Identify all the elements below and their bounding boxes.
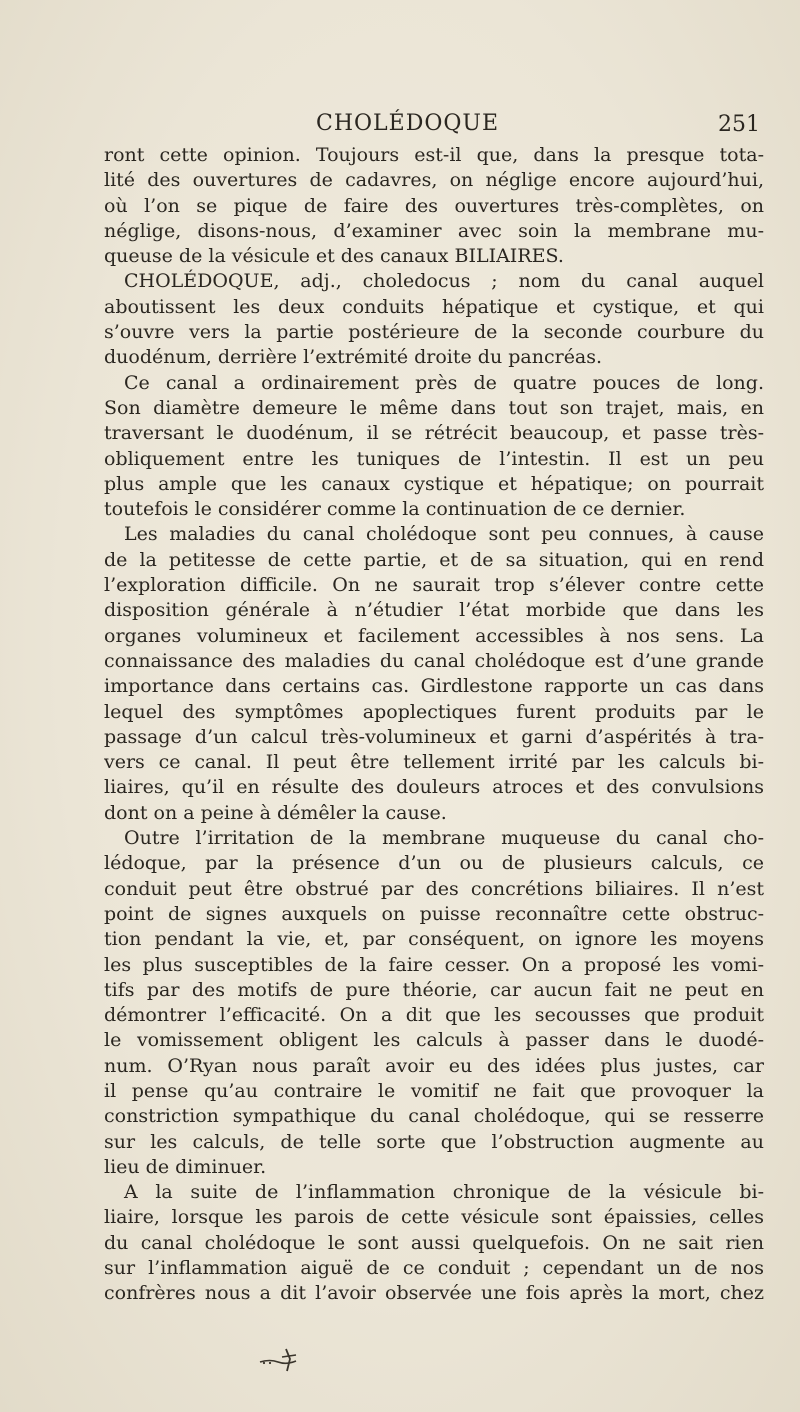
text-line: obliquement entre les tuniques de l’intestin. Il est un peu xyxy=(104,447,764,470)
text-line: Son diamètre demeure le même dans tout son trajet, mais, en xyxy=(104,396,764,419)
text-line: plus ample que les canaux cystique et hépatique; on pourrait xyxy=(104,472,764,495)
text-line: point de signes auxquels on puisse reconnaître cette obstruc- xyxy=(104,902,764,925)
text-line: sur les calculs, de telle sorte que l’obstruction augmente au xyxy=(104,1130,764,1153)
text-line: Ce canal a ordinairement près de quatre pouces de long. xyxy=(124,371,764,394)
text-line: il pense qu’au contraire le vomitif ne fait que provoquer la xyxy=(104,1079,764,1102)
running-head: CHOLÉDOQUE xyxy=(316,111,500,136)
text-line: tifs par des motifs de pure théorie, car aucun fait ne peut en xyxy=(104,978,764,1001)
text-line: num. O’Ryan nous paraît avoir eu des idées plus justes, car xyxy=(104,1054,764,1077)
text-line: constriction sympathique du canal cholédoque, qui se resserre xyxy=(104,1105,764,1128)
text-line: toutefois le considérer comme la continuation de ce dernier. xyxy=(104,498,686,521)
text-line: connaissance des maladies du canal cholédoque est d’une grande xyxy=(104,649,764,672)
text-line: passage d’un calcul très-volumineux et garni d’aspérités à tra- xyxy=(104,725,764,748)
text-line: importance dans certains cas. Girdlestone rapporte un cas dans xyxy=(104,675,764,698)
text-line: duodénum, derrière l’extrémité droite du pancréas. xyxy=(104,346,603,369)
text-line: lieu de diminuer. xyxy=(104,1155,267,1178)
text-line: ront cette opinion. Toujours est-il que, dans la presque tota- xyxy=(104,144,764,166)
text-line: CHOLÉDOQUE, adj., choledocus ; nom du canal auquel xyxy=(124,270,764,293)
text-line: lequel des symptômes apoplectiques furent produits par le xyxy=(104,700,764,723)
text-line: liaires, qu’il en résulte des douleurs atroces et des convulsions xyxy=(104,776,764,799)
text-line: le vomissement obligent les calculs à passer dans le duodé- xyxy=(104,1029,764,1052)
text-line: où l’on se pique de faire des ouvertures très-complètes, on xyxy=(104,194,764,217)
text-line: s’ouvre vers la partie postérieure de la seconde courbure du xyxy=(104,321,764,344)
page-number: 251 xyxy=(718,112,760,137)
text-line: aboutissent les deux conduits hépatique et cystique, et qui xyxy=(104,295,764,318)
text-line: Outre l’irritation de la membrane muqueuse du canal cho- xyxy=(124,827,764,850)
text-line: de la petitesse de cette partie, et de sa situation, qui en rend xyxy=(104,548,764,571)
text-line: conduit peut être obstrué par des concrétions biliaires. Il n’est xyxy=(104,877,764,900)
text-line: démontrer l’efficacité. On a dit que les secousses que produit xyxy=(104,1004,764,1027)
text-line: liaire, lorsque les parois de cette vésicule sont épaissies, celles xyxy=(104,1206,764,1229)
text-line: A la suite de l’inflammation chronique de la vésicule bi- xyxy=(124,1181,764,1204)
text-line: lédoque, par la présence d’un ou de plusieurs calculs, ce xyxy=(104,852,764,875)
text-line: l’exploration difficile. On ne saurait trop s’élever contre cette xyxy=(104,574,764,597)
text-line: les plus susceptibles de la faire cesser. On a proposé les vomi- xyxy=(104,953,764,976)
text-line: tion pendant la vie, et, par conséquent, on ignore les moyens xyxy=(104,928,764,951)
text-line: traversant le duodénum, il se rétrécit beaucoup, et passe très- xyxy=(104,422,764,445)
page-header xyxy=(0,111,800,141)
text-line: disposition générale à n’étudier l’état morbide que dans les xyxy=(104,599,764,622)
tailpiece-ornament-icon xyxy=(256,1345,316,1375)
text-line: confrères nous a dit l’avoir observée une fois après la mort, chez xyxy=(104,1282,764,1305)
text-line: queuse de la vésicule et des canaux BILIAIRES. xyxy=(104,245,564,268)
text-line: lité des ouvertures de cadavres, on néglige encore aujourd’hui, xyxy=(104,169,764,192)
text-line: dont on a peine à démêler la cause. xyxy=(104,801,447,824)
text-line: du canal cholédoque le sont aussi quelquefois. On ne sait rien xyxy=(104,1231,764,1254)
text-line: organes volumineux et facilement accessibles à nos sens. La xyxy=(104,624,764,647)
text-line: Les maladies du canal cholédoque sont peu connues, à cause xyxy=(124,523,764,546)
body-text xyxy=(104,143,764,1307)
text-line: sur l’inflammation aiguë de ce conduit ; cependant un de nos xyxy=(104,1257,764,1280)
text-line: néglige, disons-nous, d’examiner avec soin la membrane mu- xyxy=(104,219,764,242)
text-line: vers ce canal. Il peut être tellement irrité par les calculs bi- xyxy=(104,751,764,774)
